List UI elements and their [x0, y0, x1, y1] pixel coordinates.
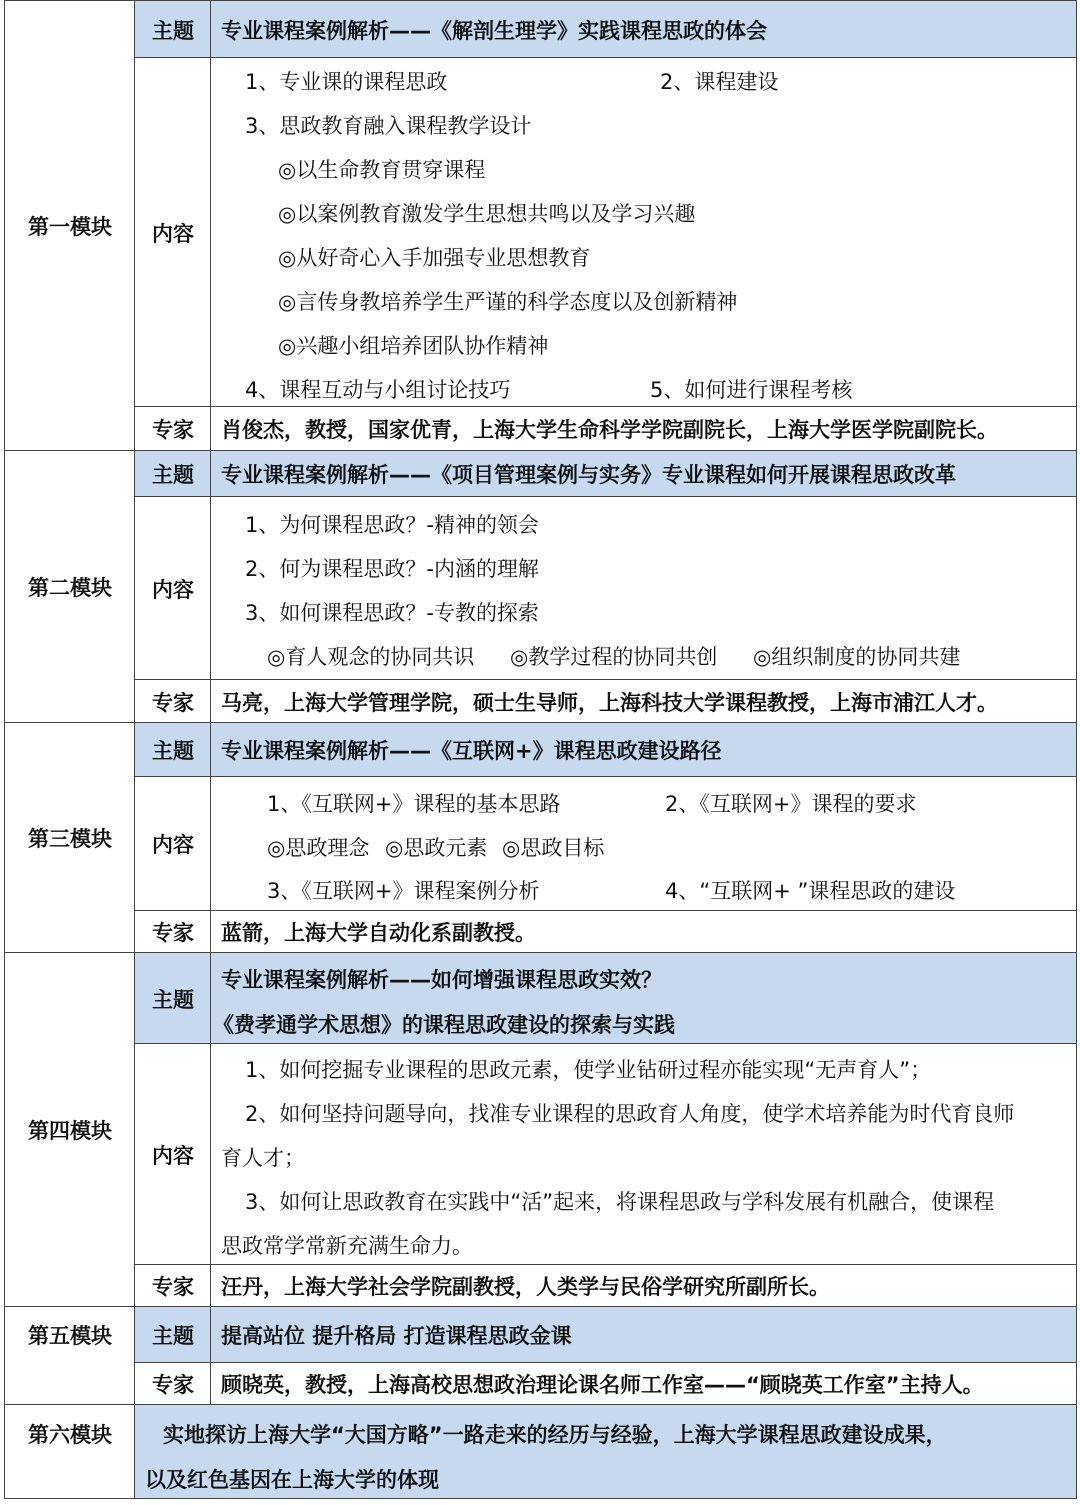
divider [5, 450, 1076, 451]
divider [135, 776, 1076, 777]
m1-sub-5: ◎兴趣小组培养团队协作精神 [278, 334, 549, 358]
divider [5, 952, 1076, 953]
m1-expert: 肖俊杰，教授，国家优青，上海大学生命科学学院副院长，上海大学医学院副院长。 [221, 418, 998, 442]
m4-content-3b: 思政常学常新充满生命力。 [221, 1234, 473, 1258]
m2-content-1: 1、为何课程思政？-精神的领会 [245, 513, 539, 537]
divider [135, 57, 1076, 58]
divider [135, 1264, 1076, 1265]
m3-content-label: 内容 [152, 833, 194, 857]
module-1-name: 第一模块 [28, 215, 112, 239]
m1-content-2: 2、课程建设 [660, 70, 779, 94]
m1-sub-4: ◎言传身教培养学生严谨的科学态度以及创新精神 [278, 290, 738, 314]
divider [135, 1362, 1076, 1363]
m2-expert-label: 专家 [152, 690, 194, 715]
m1-expert-label: 专家 [152, 418, 194, 442]
m2-topic-label: 主题 [135, 451, 211, 497]
divider [135, 496, 1076, 497]
m4-expert: 汪丹，上海大学社会学院副教授，人类学与民俗学研究所副所长。 [221, 1275, 830, 1299]
divider [135, 910, 1076, 911]
module-6-name: 第六模块 [28, 1423, 112, 1447]
m4-content-label: 内容 [152, 1143, 194, 1168]
m4-content-3a: 3、如何让思政教育在实践中“活”起来，将课程思政与学科发展有机融合，使课程 [245, 1190, 995, 1214]
m5-topic-label: 主题 [135, 1307, 211, 1363]
divider [135, 1043, 1076, 1044]
schedule-table [4, 0, 1077, 1499]
m1-sub-1: ◎以生命教育贯穿课程 [278, 158, 486, 182]
m6-text-line-2: 以及红色基因在上海大学的体现 [145, 1468, 439, 1492]
m1-content-4: 4、课程互动与小组讨论技巧 [245, 378, 511, 402]
m4-topic-label: 主题 [135, 953, 211, 1044]
m2-content-label: 内容 [152, 577, 194, 602]
m2-expert: 马亮，上海大学管理学院，硕士生导师，上海科技大学课程教授，上海市浦江人才。 [221, 690, 998, 715]
divider [5, 1404, 1076, 1405]
divider [134, 1, 135, 1498]
m4-content-2a: 2、如何坚持问题导向，找准专业课程的思政育人角度，使学术培养能为时代育良师 [245, 1102, 1015, 1126]
module-3-name: 第三模块 [28, 827, 112, 851]
m1-content-5: 5、如何进行课程考核 [650, 378, 853, 402]
m3-topic-label: 主题 [135, 723, 211, 777]
m4-topic-line-1: 专业课程案例解析——如何增强课程思政实效？ [221, 968, 662, 992]
m4-content-2b: 育人才； [221, 1146, 305, 1170]
module-4-name: 第四模块 [28, 1119, 112, 1143]
m2-topic: 专业课程案例解析——《项目管理案例与实务》专业课程如何开展课程思政改革 [211, 451, 1076, 497]
module-5-name: 第五模块 [28, 1324, 112, 1348]
m4-content-1: 1、如何挖掘专业课程的思政元素，使学业钻研过程亦能实现“无声育人”； [245, 1058, 932, 1082]
m3-content-3: 3、《互联网+》课程案例分析 [267, 879, 540, 903]
m1-content-1: 1、专业课的课程思政 [245, 70, 448, 94]
m6-text-line-1: 实地探访上海大学“大国方略”一路走来的经历与经验，上海大学课程思政建设成果， [163, 1423, 947, 1447]
m1-content-3: 3、思政教育融入课程教学设计 [245, 114, 532, 138]
m4-expert-label: 专家 [152, 1275, 194, 1299]
m2-sub-3: ◎组织制度的协同共建 [753, 645, 961, 669]
m1-topic: 专业课程案例解析——《解剖生理学》实践课程思政的体会 [211, 1, 1076, 58]
m1-sub-2: ◎以案例教育激发学生思想共鸣以及学习兴趣 [278, 202, 696, 226]
divider [5, 1306, 1076, 1307]
m4-topic-line-2: 《费孝通学术思想》的课程思政建设的探索与实践 [213, 1013, 675, 1037]
m3-expert-label: 专家 [152, 921, 194, 945]
m1-content-label: 内容 [152, 221, 194, 246]
m1-topic-label: 主题 [135, 1, 211, 58]
m2-sub-2: ◎教学过程的协同共创 [510, 645, 718, 669]
m3-expert: 蓝箭，上海大学自动化系副教授。 [221, 921, 536, 945]
m1-sub-3: ◎从好奇心入手加强专业思想教育 [278, 246, 591, 270]
divider [5, 722, 1076, 723]
m3-content-4: 4、“互联网+ ”课程思政的建设 [665, 879, 956, 903]
divider [135, 406, 1076, 407]
m3-sub-2: ◎思政元素 [385, 836, 488, 860]
m3-sub-1: ◎思政理念 [267, 836, 370, 860]
divider [210, 1, 211, 1404]
m5-expert-label: 专家 [152, 1373, 194, 1397]
m2-content-3: 3、如何课程思政？-专教的探索 [245, 601, 539, 625]
divider [135, 679, 1076, 680]
m3-content-2: 2、《互联网+》课程的要求 [665, 792, 917, 816]
m3-topic: 专业课程案例解析——《互联网+》课程思政建设路径 [211, 723, 1076, 777]
m3-content-1: 1、《互联网+》课程的基本思路 [267, 792, 561, 816]
m2-sub-1: ◎育人观念的协同共识 [267, 645, 475, 669]
m3-sub-3: ◎思政目标 [502, 836, 605, 860]
m2-content-2: 2、何为课程思政？-内涵的理解 [245, 557, 539, 581]
m5-expert: 顾晓英，教授，上海高校思想政治理论课名师工作室——“顾晓英工作室”主持人。 [221, 1373, 984, 1397]
m5-topic: 提高站位 提升格局 打造课程思政金课 [211, 1307, 1076, 1363]
module-2-name: 第二模块 [28, 576, 112, 600]
